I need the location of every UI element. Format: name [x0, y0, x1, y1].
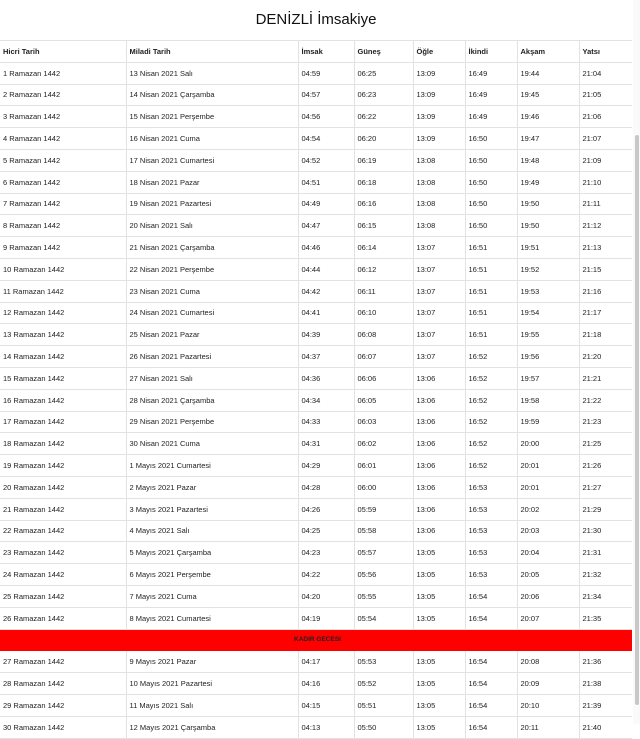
ogle-time-cell: 13:08 [413, 193, 465, 215]
gunes-time-cell: 05:58 [354, 520, 413, 542]
table-row [0, 433, 632, 455]
ogle-time-cell: 13:05 [413, 607, 465, 629]
aksam-time-cell: 20:04 [517, 542, 579, 564]
ikindi-time-cell: 16:53 [465, 564, 517, 586]
yatsi-time-cell: 21:36 [579, 651, 632, 673]
miladi-date-cell: 4 Mayıs 2021 Salı [126, 520, 298, 542]
gunes-time-cell: 06:16 [354, 193, 413, 215]
miladi-date-cell: 19 Nisan 2021 Pazartesi [126, 193, 298, 215]
ogle-time-cell: 13:05 [413, 564, 465, 586]
table-row [0, 716, 632, 738]
table-row [0, 455, 632, 477]
miladi-date-cell: 24 Nisan 2021 Cumartesi [126, 302, 298, 324]
imsak-time-cell: 04:57 [298, 84, 354, 106]
miladi-date-cell: 12 Mayıs 2021 Çarşamba [126, 716, 298, 738]
yatsi-time-cell: 21:16 [579, 280, 632, 302]
ikindi-time-cell: 16:52 [465, 346, 517, 368]
table-row [0, 62, 632, 84]
table-row [0, 258, 632, 280]
miladi-date-cell: 20 Nisan 2021 Salı [126, 215, 298, 237]
yatsi-time-cell: 21:29 [579, 498, 632, 520]
ikindi-time-cell: 16:53 [465, 542, 517, 564]
gunes-time-cell: 06:20 [354, 128, 413, 150]
imsak-time-cell: 04:37 [298, 346, 354, 368]
yatsi-time-cell: 21:12 [579, 215, 632, 237]
hicri-date-cell: 26 Ramazan 1442 [0, 607, 126, 629]
hicri-date-cell: 2 Ramazan 1442 [0, 84, 126, 106]
hicri-date-cell: 13 Ramazan 1442 [0, 324, 126, 346]
imsak-time-cell: 04:16 [298, 673, 354, 695]
yatsi-time-cell: 21:21 [579, 367, 632, 389]
ogle-time-cell: 13:06 [413, 476, 465, 498]
miladi-date-cell: 21 Nisan 2021 Çarşamba [126, 237, 298, 259]
column-header-imsak: İmsak [298, 41, 354, 63]
table-header-row [0, 41, 632, 63]
imsak-time-cell: 04:17 [298, 651, 354, 673]
gunes-time-cell: 05:50 [354, 716, 413, 738]
aksam-time-cell: 19:46 [517, 106, 579, 128]
hicri-date-cell: 15 Ramazan 1442 [0, 367, 126, 389]
hicri-date-cell: 1 Ramazan 1442 [0, 62, 126, 84]
aksam-time-cell: 19:45 [517, 84, 579, 106]
miladi-date-cell: 3 Mayıs 2021 Pazartesi [126, 498, 298, 520]
hicri-date-cell: 18 Ramazan 1442 [0, 433, 126, 455]
kadir-gecesi-label: KADIR GECESI [0, 629, 632, 651]
aksam-time-cell: 20:07 [517, 607, 579, 629]
ogle-time-cell: 13:09 [413, 106, 465, 128]
table-row [0, 411, 632, 433]
table-row [0, 389, 632, 411]
column-header-hicri: Hicri Tarih [0, 41, 126, 63]
imsak-time-cell: 04:25 [298, 520, 354, 542]
ikindi-time-cell: 16:52 [465, 411, 517, 433]
gunes-time-cell: 06:00 [354, 476, 413, 498]
table-row [0, 346, 632, 368]
yatsi-time-cell: 21:22 [579, 389, 632, 411]
aksam-time-cell: 20:09 [517, 673, 579, 695]
aksam-time-cell: 19:56 [517, 346, 579, 368]
ogle-time-cell: 13:06 [413, 433, 465, 455]
ikindi-time-cell: 16:49 [465, 62, 517, 84]
miladi-date-cell: 28 Nisan 2021 Çarşamba [126, 389, 298, 411]
ogle-time-cell: 13:08 [413, 149, 465, 171]
ikindi-time-cell: 16:54 [465, 694, 517, 716]
ikindi-time-cell: 16:50 [465, 128, 517, 150]
imsak-time-cell: 04:34 [298, 389, 354, 411]
ogle-time-cell: 13:09 [413, 128, 465, 150]
ikindi-time-cell: 16:50 [465, 149, 517, 171]
scrollbar-thumb[interactable] [635, 135, 639, 705]
hicri-date-cell: 27 Ramazan 1442 [0, 651, 126, 673]
table-row [0, 302, 632, 324]
ogle-time-cell: 13:07 [413, 346, 465, 368]
imsak-time-cell: 04:59 [298, 62, 354, 84]
aksam-time-cell: 20:03 [517, 520, 579, 542]
ogle-time-cell: 13:05 [413, 673, 465, 695]
gunes-time-cell: 06:01 [354, 455, 413, 477]
gunes-time-cell: 05:56 [354, 564, 413, 586]
imsak-time-cell: 04:33 [298, 411, 354, 433]
ogle-time-cell: 13:07 [413, 324, 465, 346]
gunes-time-cell: 06:02 [354, 433, 413, 455]
gunes-time-cell: 06:25 [354, 62, 413, 84]
yatsi-time-cell: 21:34 [579, 585, 632, 607]
imsak-time-cell: 04:49 [298, 193, 354, 215]
gunes-time-cell: 06:03 [354, 411, 413, 433]
ikindi-time-cell: 16:50 [465, 193, 517, 215]
gunes-time-cell: 05:59 [354, 498, 413, 520]
ikindi-time-cell: 16:49 [465, 106, 517, 128]
table-row [0, 171, 632, 193]
yatsi-time-cell: 21:10 [579, 171, 632, 193]
table-row [0, 564, 632, 586]
miladi-date-cell: 9 Mayıs 2021 Pazar [126, 651, 298, 673]
hicri-date-cell: 7 Ramazan 1442 [0, 193, 126, 215]
imsak-time-cell: 04:46 [298, 237, 354, 259]
ikindi-time-cell: 16:53 [465, 520, 517, 542]
table-row [0, 607, 632, 629]
yatsi-time-cell: 21:18 [579, 324, 632, 346]
hicri-date-cell: 12 Ramazan 1442 [0, 302, 126, 324]
imsak-time-cell: 04:39 [298, 324, 354, 346]
aksam-time-cell: 19:59 [517, 411, 579, 433]
ogle-time-cell: 13:07 [413, 280, 465, 302]
gunes-time-cell: 06:19 [354, 149, 413, 171]
imsak-time-cell: 04:51 [298, 171, 354, 193]
gunes-time-cell: 06:05 [354, 389, 413, 411]
imsak-time-cell: 04:42 [298, 280, 354, 302]
ikindi-time-cell: 16:53 [465, 498, 517, 520]
hicri-date-cell: 28 Ramazan 1442 [0, 673, 126, 695]
miladi-date-cell: 2 Mayıs 2021 Pazar [126, 476, 298, 498]
kadir-gecesi-row [0, 629, 632, 651]
column-header-ikindi: İkindi [465, 41, 517, 63]
ikindi-time-cell: 16:54 [465, 651, 517, 673]
hicri-date-cell: 22 Ramazan 1442 [0, 520, 126, 542]
aksam-time-cell: 20:05 [517, 564, 579, 586]
imsak-time-cell: 04:41 [298, 302, 354, 324]
aksam-time-cell: 19:53 [517, 280, 579, 302]
gunes-time-cell: 05:53 [354, 651, 413, 673]
imsak-time-cell: 04:47 [298, 215, 354, 237]
miladi-date-cell: 26 Nisan 2021 Pazartesi [126, 346, 298, 368]
hicri-date-cell: 3 Ramazan 1442 [0, 106, 126, 128]
miladi-date-cell: 18 Nisan 2021 Pazar [126, 171, 298, 193]
ogle-time-cell: 13:06 [413, 455, 465, 477]
yatsi-time-cell: 21:30 [579, 520, 632, 542]
miladi-date-cell: 5 Mayıs 2021 Çarşamba [126, 542, 298, 564]
table-row [0, 651, 632, 673]
yatsi-time-cell: 21:07 [579, 128, 632, 150]
ikindi-time-cell: 16:51 [465, 237, 517, 259]
aksam-time-cell: 20:11 [517, 716, 579, 738]
yatsi-time-cell: 21:11 [579, 193, 632, 215]
ikindi-time-cell: 16:54 [465, 716, 517, 738]
ikindi-time-cell: 16:50 [465, 215, 517, 237]
aksam-time-cell: 19:58 [517, 389, 579, 411]
ikindi-time-cell: 16:50 [465, 171, 517, 193]
ikindi-time-cell: 16:52 [465, 433, 517, 455]
gunes-time-cell: 06:22 [354, 106, 413, 128]
ogle-time-cell: 13:08 [413, 215, 465, 237]
aksam-time-cell: 19:49 [517, 171, 579, 193]
table-body [0, 62, 632, 738]
imsak-time-cell: 04:19 [298, 607, 354, 629]
gunes-time-cell: 06:08 [354, 324, 413, 346]
table-row [0, 476, 632, 498]
hicri-date-cell: 21 Ramazan 1442 [0, 498, 126, 520]
yatsi-time-cell: 21:15 [579, 258, 632, 280]
hicri-date-cell: 24 Ramazan 1442 [0, 564, 126, 586]
yatsi-time-cell: 21:04 [579, 62, 632, 84]
table-row [0, 280, 632, 302]
hicri-date-cell: 6 Ramazan 1442 [0, 171, 126, 193]
column-header-aksam: Akşam [517, 41, 579, 63]
aksam-time-cell: 20:10 [517, 694, 579, 716]
hicri-date-cell: 11 Ramazan 1442 [0, 280, 126, 302]
aksam-time-cell: 19:47 [517, 128, 579, 150]
aksam-time-cell: 19:52 [517, 258, 579, 280]
column-header-yatsi: Yatsı [579, 41, 632, 63]
ogle-time-cell: 13:06 [413, 367, 465, 389]
gunes-time-cell: 06:10 [354, 302, 413, 324]
imsak-time-cell: 04:28 [298, 476, 354, 498]
yatsi-time-cell: 21:27 [579, 476, 632, 498]
table-row [0, 498, 632, 520]
aksam-time-cell: 19:51 [517, 237, 579, 259]
ikindi-time-cell: 16:52 [465, 455, 517, 477]
miladi-date-cell: 10 Mayıs 2021 Pazartesi [126, 673, 298, 695]
hicri-date-cell: 14 Ramazan 1442 [0, 346, 126, 368]
imsak-time-cell: 04:26 [298, 498, 354, 520]
ikindi-time-cell: 16:51 [465, 280, 517, 302]
imsak-time-cell: 04:44 [298, 258, 354, 280]
miladi-date-cell: 14 Nisan 2021 Çarşamba [126, 84, 298, 106]
gunes-time-cell: 05:54 [354, 607, 413, 629]
miladi-date-cell: 22 Nisan 2021 Perşembe [126, 258, 298, 280]
hicri-date-cell: 4 Ramazan 1442 [0, 128, 126, 150]
miladi-date-cell: 7 Mayıs 2021 Cuma [126, 585, 298, 607]
gunes-time-cell: 06:14 [354, 237, 413, 259]
ogle-time-cell: 13:05 [413, 716, 465, 738]
yatsi-time-cell: 21:23 [579, 411, 632, 433]
gunes-time-cell: 05:57 [354, 542, 413, 564]
table-row [0, 367, 632, 389]
aksam-time-cell: 19:50 [517, 215, 579, 237]
imsakiye-table [0, 40, 632, 739]
yatsi-time-cell: 21:38 [579, 673, 632, 695]
miladi-date-cell: 6 Mayıs 2021 Perşembe [126, 564, 298, 586]
miladi-date-cell: 8 Mayıs 2021 Cumartesi [126, 607, 298, 629]
table-row [0, 193, 632, 215]
imsak-time-cell: 04:20 [298, 585, 354, 607]
hicri-date-cell: 20 Ramazan 1442 [0, 476, 126, 498]
ogle-time-cell: 13:05 [413, 694, 465, 716]
imsak-time-cell: 04:15 [298, 694, 354, 716]
miladi-date-cell: 25 Nisan 2021 Pazar [126, 324, 298, 346]
imsak-time-cell: 04:29 [298, 455, 354, 477]
hicri-date-cell: 29 Ramazan 1442 [0, 694, 126, 716]
hicri-date-cell: 25 Ramazan 1442 [0, 585, 126, 607]
ikindi-time-cell: 16:54 [465, 673, 517, 695]
miladi-date-cell: 27 Nisan 2021 Salı [126, 367, 298, 389]
aksam-time-cell: 19:50 [517, 193, 579, 215]
gunes-time-cell: 06:07 [354, 346, 413, 368]
imsak-time-cell: 04:56 [298, 106, 354, 128]
table-row [0, 542, 632, 564]
yatsi-time-cell: 21:13 [579, 237, 632, 259]
ikindi-time-cell: 16:49 [465, 84, 517, 106]
imsak-time-cell: 04:52 [298, 149, 354, 171]
aksam-time-cell: 20:02 [517, 498, 579, 520]
vertical-scrollbar[interactable] [633, 0, 640, 724]
yatsi-time-cell: 21:26 [579, 455, 632, 477]
ogle-time-cell: 13:06 [413, 498, 465, 520]
yatsi-time-cell: 21:06 [579, 106, 632, 128]
ogle-time-cell: 13:07 [413, 258, 465, 280]
aksam-time-cell: 19:44 [517, 62, 579, 84]
hicri-date-cell: 5 Ramazan 1442 [0, 149, 126, 171]
table-row [0, 149, 632, 171]
ogle-time-cell: 13:08 [413, 171, 465, 193]
hicri-date-cell: 9 Ramazan 1442 [0, 237, 126, 259]
ikindi-time-cell: 16:51 [465, 258, 517, 280]
table-row [0, 215, 632, 237]
yatsi-time-cell: 21:35 [579, 607, 632, 629]
column-header-ogle: Öğle [413, 41, 465, 63]
table-row [0, 106, 632, 128]
table-row [0, 324, 632, 346]
gunes-time-cell: 05:51 [354, 694, 413, 716]
miladi-date-cell: 17 Nisan 2021 Cumartesi [126, 149, 298, 171]
gunes-time-cell: 06:11 [354, 280, 413, 302]
aksam-time-cell: 19:54 [517, 302, 579, 324]
yatsi-time-cell: 21:40 [579, 716, 632, 738]
hicri-date-cell: 30 Ramazan 1442 [0, 716, 126, 738]
gunes-time-cell: 05:52 [354, 673, 413, 695]
yatsi-time-cell: 21:09 [579, 149, 632, 171]
ikindi-time-cell: 16:51 [465, 302, 517, 324]
yatsi-time-cell: 21:20 [579, 346, 632, 368]
table-row [0, 585, 632, 607]
yatsi-time-cell: 21:39 [579, 694, 632, 716]
table-row [0, 237, 632, 259]
miladi-date-cell: 30 Nisan 2021 Cuma [126, 433, 298, 455]
imsak-time-cell: 04:22 [298, 564, 354, 586]
hicri-date-cell: 10 Ramazan 1442 [0, 258, 126, 280]
imsak-time-cell: 04:36 [298, 367, 354, 389]
ogle-time-cell: 13:09 [413, 62, 465, 84]
ikindi-time-cell: 16:52 [465, 389, 517, 411]
aksam-time-cell: 19:57 [517, 367, 579, 389]
gunes-time-cell: 06:18 [354, 171, 413, 193]
imsak-time-cell: 04:31 [298, 433, 354, 455]
gunes-time-cell: 06:06 [354, 367, 413, 389]
table-row [0, 673, 632, 695]
yatsi-time-cell: 21:05 [579, 84, 632, 106]
gunes-time-cell: 06:15 [354, 215, 413, 237]
ogle-time-cell: 13:09 [413, 84, 465, 106]
ogle-time-cell: 13:05 [413, 585, 465, 607]
imsak-time-cell: 04:54 [298, 128, 354, 150]
hicri-date-cell: 19 Ramazan 1442 [0, 455, 126, 477]
aksam-time-cell: 20:00 [517, 433, 579, 455]
column-header-miladi: Miladi Tarih [126, 41, 298, 63]
ikindi-time-cell: 16:53 [465, 476, 517, 498]
ikindi-time-cell: 16:51 [465, 324, 517, 346]
ogle-time-cell: 13:06 [413, 411, 465, 433]
aksam-time-cell: 19:55 [517, 324, 579, 346]
ikindi-time-cell: 16:52 [465, 367, 517, 389]
hicri-date-cell: 8 Ramazan 1442 [0, 215, 126, 237]
table-row [0, 128, 632, 150]
miladi-date-cell: 23 Nisan 2021 Cuma [126, 280, 298, 302]
aksam-time-cell: 20:01 [517, 455, 579, 477]
miladi-date-cell: 16 Nisan 2021 Cuma [126, 128, 298, 150]
ogle-time-cell: 13:06 [413, 520, 465, 542]
page-title: DENİZLİ İmsakiye [255, 11, 377, 28]
ikindi-time-cell: 16:54 [465, 607, 517, 629]
aksam-time-cell: 19:48 [517, 149, 579, 171]
hicri-date-cell: 16 Ramazan 1442 [0, 389, 126, 411]
yatsi-time-cell: 21:25 [579, 433, 632, 455]
hicri-date-cell: 17 Ramazan 1442 [0, 411, 126, 433]
table-row [0, 84, 632, 106]
aksam-time-cell: 20:08 [517, 651, 579, 673]
miladi-date-cell: 13 Nisan 2021 Salı [126, 62, 298, 84]
aksam-time-cell: 20:06 [517, 585, 579, 607]
miladi-date-cell: 11 Mayıs 2021 Salı [126, 694, 298, 716]
gunes-time-cell: 06:23 [354, 84, 413, 106]
ogle-time-cell: 13:06 [413, 389, 465, 411]
column-header-gunes: Güneş [354, 41, 413, 63]
table-row [0, 520, 632, 542]
ogle-time-cell: 13:05 [413, 651, 465, 673]
hicri-date-cell: 23 Ramazan 1442 [0, 542, 126, 564]
yatsi-time-cell: 21:31 [579, 542, 632, 564]
imsak-time-cell: 04:23 [298, 542, 354, 564]
ogle-time-cell: 13:07 [413, 237, 465, 259]
yatsi-time-cell: 21:17 [579, 302, 632, 324]
aksam-time-cell: 20:01 [517, 476, 579, 498]
ikindi-time-cell: 16:54 [465, 585, 517, 607]
table-row [0, 694, 632, 716]
imsak-time-cell: 04:13 [298, 716, 354, 738]
miladi-date-cell: 1 Mayıs 2021 Cumartesi [126, 455, 298, 477]
ogle-time-cell: 13:07 [413, 302, 465, 324]
miladi-date-cell: 15 Nisan 2021 Perşembe [126, 106, 298, 128]
yatsi-time-cell: 21:32 [579, 564, 632, 586]
miladi-date-cell: 29 Nisan 2021 Perşembe [126, 411, 298, 433]
ogle-time-cell: 13:05 [413, 542, 465, 564]
gunes-time-cell: 05:55 [354, 585, 413, 607]
gunes-time-cell: 06:12 [354, 258, 413, 280]
